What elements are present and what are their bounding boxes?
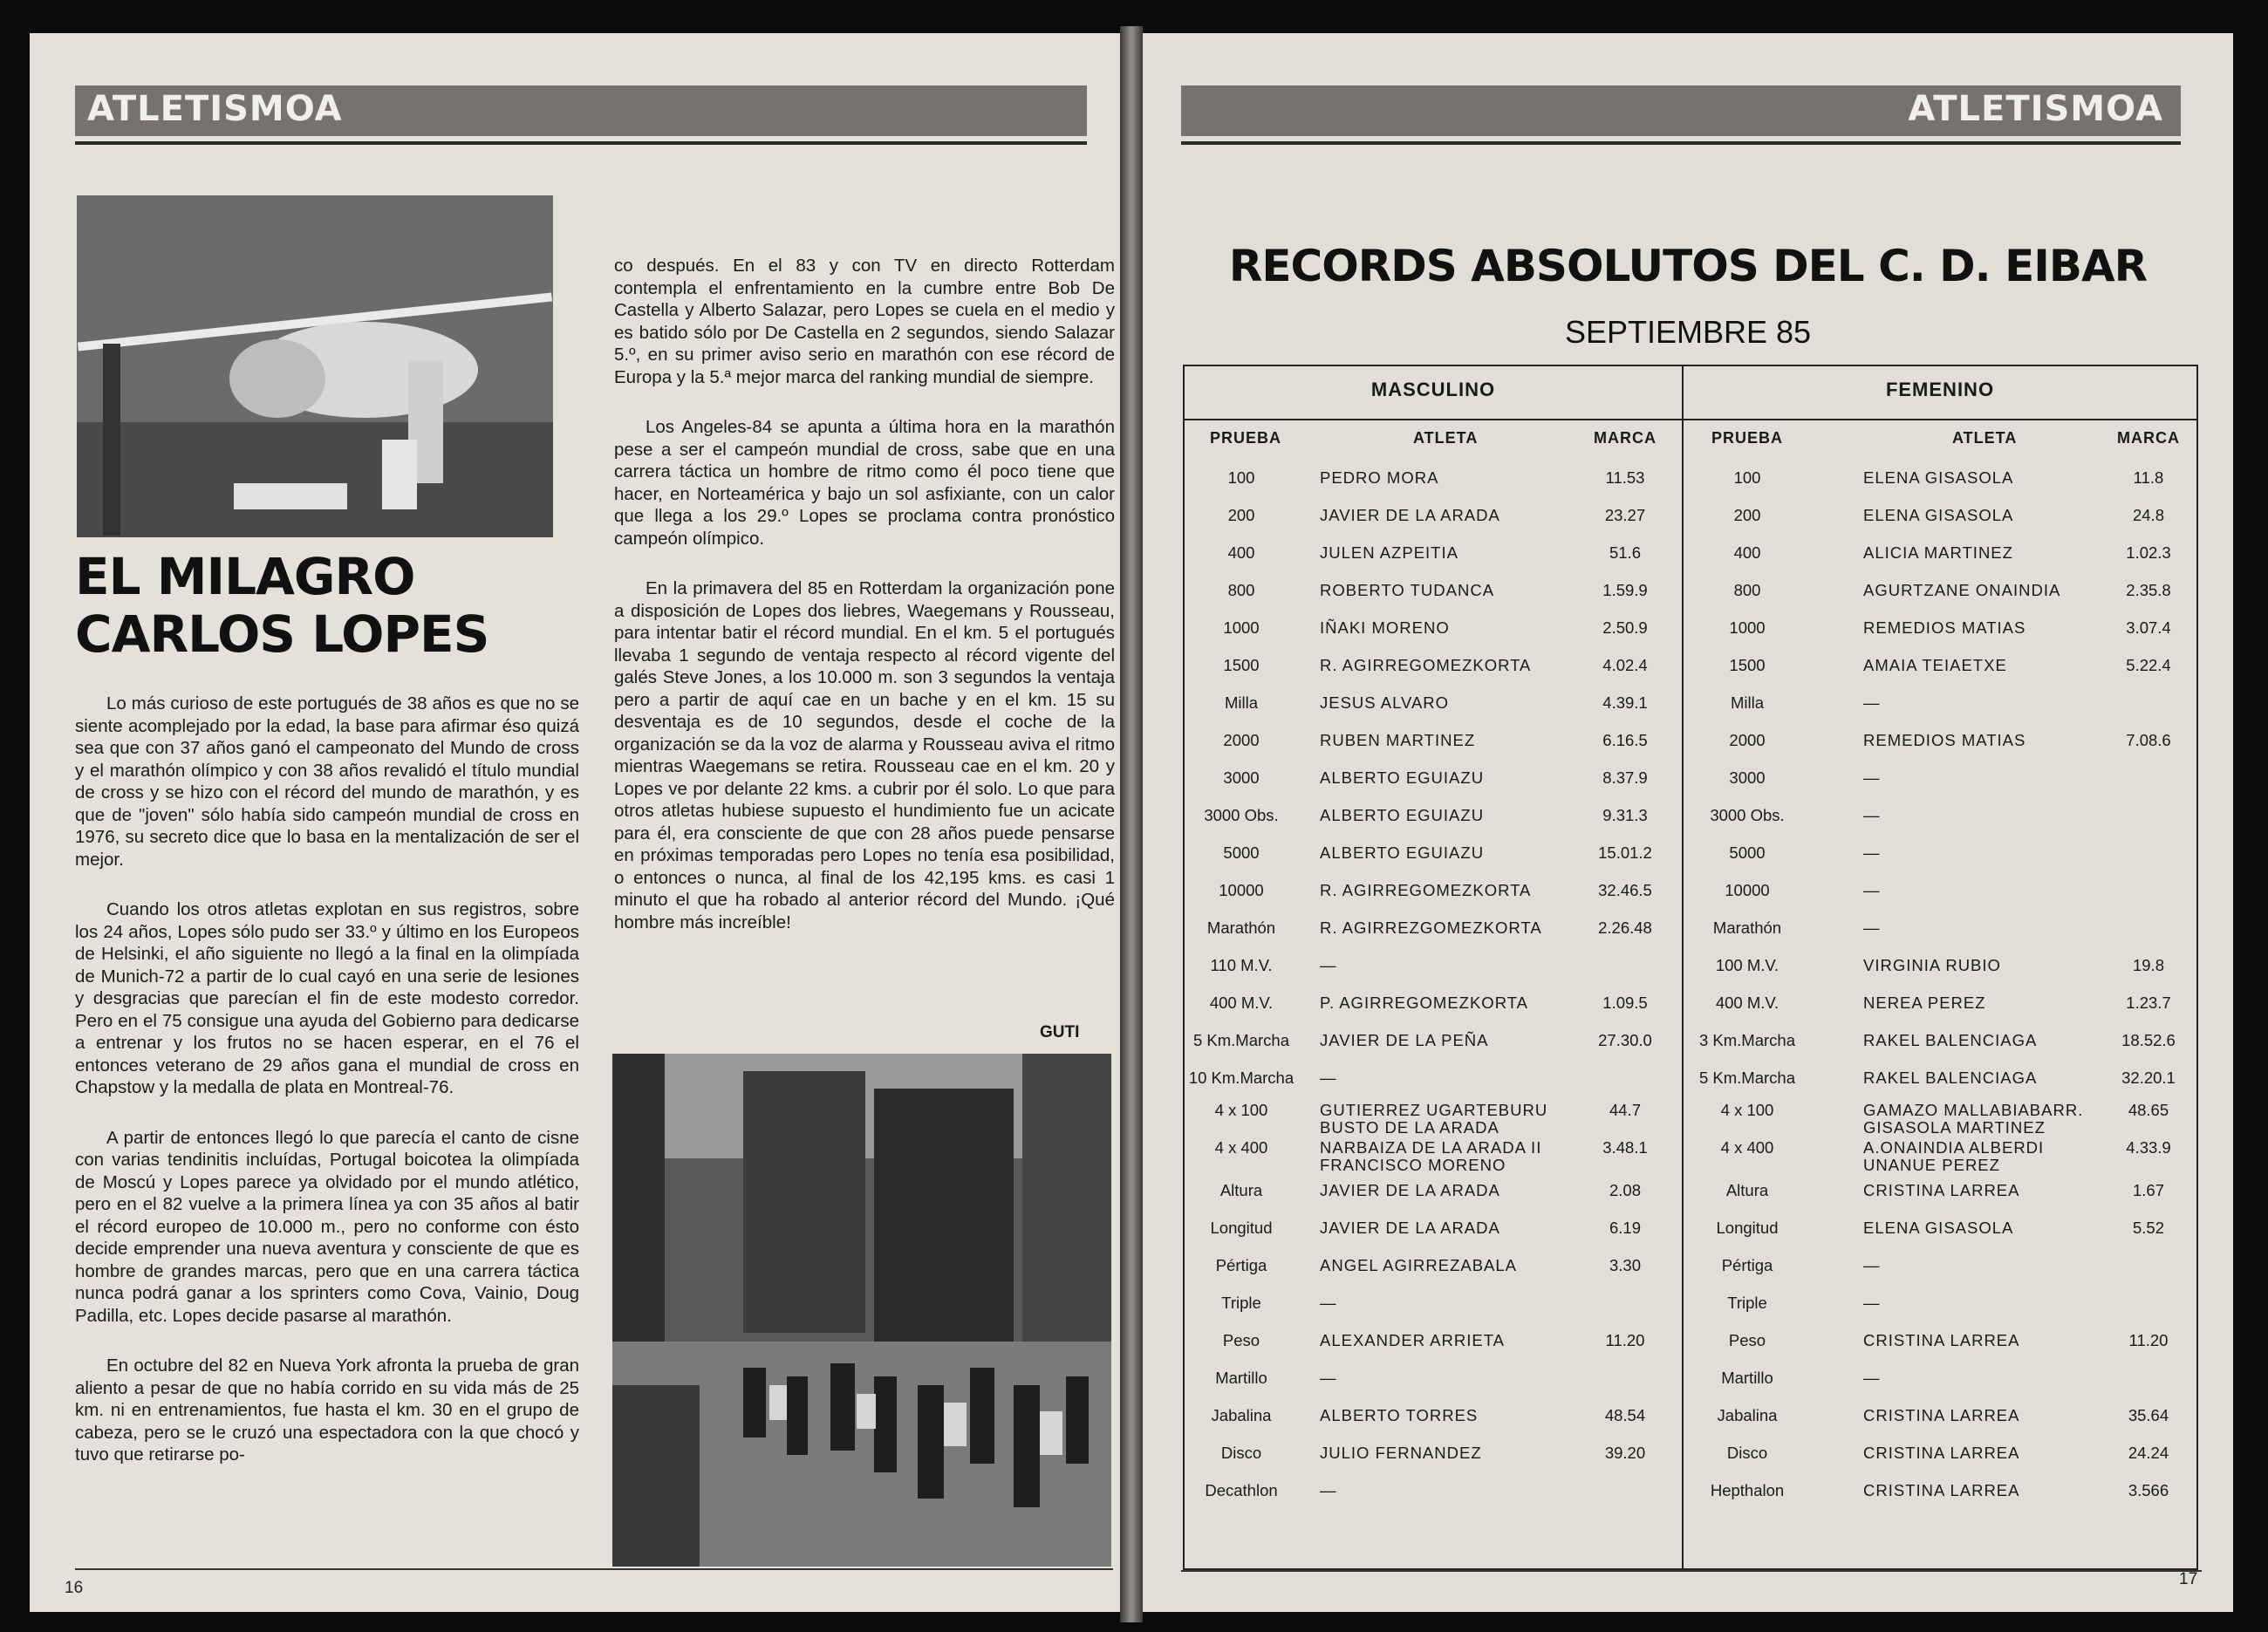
masculino-col-marca: MARCA <box>1594 429 1657 447</box>
cell-atleta: ALEXANDER ARRIETA <box>1320 1331 1505 1349</box>
cell-marca: 6.19 <box>1609 1219 1641 1237</box>
cell-prueba: 5000 <box>1223 843 1260 862</box>
cell-atleta: PEDRO MORA <box>1320 468 1439 487</box>
cell-atleta: ROBERTO TUDANCA <box>1320 581 1495 599</box>
table-row <box>1185 582 2196 617</box>
cell-atleta: CRISTINA LARREA <box>1863 1406 2020 1424</box>
table-row <box>1185 619 2196 654</box>
cell-atleta: — <box>1320 1294 1337 1312</box>
cell-atleta: REMEDIOS MATIAS <box>1863 731 2026 749</box>
cell-prueba: Peso <box>1222 1331 1260 1349</box>
cell-prueba: 10000 <box>1219 881 1264 899</box>
cell-prueba: Jabalina <box>1717 1406 1778 1424</box>
cell-atleta: RAKEL BALENCIAGA <box>1863 1069 2038 1087</box>
cell-prueba: 100 M.V. <box>1715 956 1780 974</box>
cell-prueba: 2000 <box>1223 731 1260 749</box>
cell-atleta: CRISTINA LARREA <box>1863 1444 2020 1462</box>
cell-atleta: ELENA GISASOLA <box>1863 1219 2014 1237</box>
cell-prueba: 4 x 400 <box>1720 1138 1774 1157</box>
cell-marca: 35.64 <box>2128 1406 2169 1424</box>
cell-prueba: Milla <box>1224 693 1259 712</box>
cell-atleta: JESUS ALVARO <box>1320 693 1450 712</box>
cell-atleta: AGURTZANE ONAINDIA <box>1863 581 2061 599</box>
cell-prueba: Triple <box>1221 1294 1261 1312</box>
table-row <box>1185 1407 2196 1442</box>
cell-atleta: — <box>1863 693 1881 712</box>
cell-prueba: Milla <box>1730 693 1765 712</box>
cell-prueba: 1500 <box>1223 656 1260 674</box>
article-byline: GUTI <box>1040 1023 1080 1041</box>
cell-atleta: — <box>1863 1369 1881 1387</box>
masculino-col-atleta: ATLETA <box>1413 429 1479 447</box>
page-number: 17 <box>2179 1570 2198 1588</box>
cell-prueba: 1000 <box>1223 618 1260 637</box>
cell-prueba: 3000 Obs. <box>1204 806 1279 824</box>
cell-prueba: 10000 <box>1725 881 1770 899</box>
cell-prueba: 4 x 400 <box>1214 1138 1268 1157</box>
table-row <box>1185 1444 2196 1479</box>
cell-atleta: ALBERTO TORRES <box>1320 1406 1479 1424</box>
cell-atleta: — <box>1320 1069 1337 1087</box>
cell-prueba: Decathlon <box>1205 1481 1278 1499</box>
cell-prueba: 5000 <box>1729 843 1766 862</box>
cell-prueba: 1500 <box>1729 656 1766 674</box>
table-row <box>1185 1332 2196 1367</box>
table-row <box>1185 1032 2196 1067</box>
cell-atleta: — <box>1863 918 1881 937</box>
cell-marca: 27.30.0 <box>1598 1031 1652 1049</box>
cell-atleta: CRISTINA LARREA <box>1863 1181 2020 1199</box>
cell-prueba: Marathón <box>1206 918 1276 937</box>
table-row <box>1185 882 2196 917</box>
cell-prueba: 400 M.V. <box>1715 994 1780 1012</box>
article-headline <box>75 548 581 663</box>
cell-atleta: JULIO FERNANDEZ <box>1320 1444 1482 1462</box>
table-row <box>1185 957 2196 992</box>
cell-prueba: 200 <box>1733 506 1761 524</box>
table-row <box>1185 1102 2196 1137</box>
cell-prueba: 3000 <box>1223 768 1260 787</box>
cell-prueba: 10 Km.Marcha <box>1188 1069 1295 1087</box>
table-row <box>1185 507 2196 542</box>
cell-prueba: 800 <box>1227 581 1255 599</box>
banner-title: ATLETISMOA <box>87 89 343 129</box>
cell-atleta: JAVIER DE LA ARADA <box>1320 506 1500 524</box>
article-column-left <box>75 693 579 1494</box>
cell-atleta: NARBAIZA DE LA ARADA II FRANCISCO MORENO <box>1320 1138 1542 1174</box>
cell-marca: 4.39.1 <box>1602 693 1648 712</box>
cell-atleta: — <box>1320 1369 1337 1387</box>
table-row <box>1185 919 2196 954</box>
cell-prueba: 200 <box>1227 506 1255 524</box>
cell-marca: 9.31.3 <box>1602 806 1648 824</box>
cell-atleta: ALBERTO EGUIAZU <box>1320 768 1485 787</box>
cell-marca: 11.8 <box>2133 468 2164 487</box>
cell-marca: 5.52 <box>2132 1219 2164 1237</box>
table-row <box>1185 1482 2196 1517</box>
cell-marca: 19.8 <box>2132 956 2164 974</box>
paragraph: A partir de entonces llegó lo que parecía el canto de cisne con varias tendinitis incluídas, Portugal boicotea la olimpíada de Moscú y Lopes parece ya olvidado por el mundo atlético, pero en el 82 vuelve a la primera línea ya con 35 años al batir el récord europeo de 10.000 m., pero no conforme con ésto decide emprender una nueva aventura y consciente de que es hombre de grandes marcas, pero que en una carrera táctica nunca podrá ganar a los sprinters como Cova, Vainio, Doug Padilla, etc. Lopes decide pasarse al marathón. <box>75 1127 579 1326</box>
cell-prueba: 4 x 100 <box>1214 1101 1268 1119</box>
cell-marca: 1.67 <box>2132 1181 2164 1199</box>
cell-marca: 1.23.7 <box>2126 994 2171 1012</box>
footer-rule <box>1181 1570 2202 1572</box>
cell-prueba: Altura <box>1725 1181 1769 1199</box>
cell-prueba: 3000 Obs. <box>1710 806 1785 824</box>
high-jump-photo <box>77 195 553 537</box>
cell-prueba: 400 <box>1227 543 1255 562</box>
cell-prueba: 100 <box>1227 468 1255 487</box>
table-row <box>1185 807 2196 842</box>
table-row <box>1185 469 2196 504</box>
banner-rule <box>1181 141 2181 145</box>
cell-atleta: ELENA GISASOLA <box>1863 506 2014 524</box>
cell-marca: 15.01.2 <box>1598 843 1652 862</box>
cell-marca: 4.02.4 <box>1602 656 1648 674</box>
cell-marca: 3.07.4 <box>2126 618 2171 637</box>
cell-marca: 2.35.8 <box>2126 581 2171 599</box>
cell-atleta: ELENA GISASOLA <box>1863 468 2014 487</box>
cell-atleta: R. AGIRREGOMEZKORTA <box>1320 656 1532 674</box>
cell-atleta: GAMAZO MALLABIABARR. GISASOLA MARTINEZ <box>1863 1101 2084 1137</box>
cell-marca: 51.6 <box>1609 543 1641 562</box>
cell-marca: 1.02.3 <box>2126 543 2171 562</box>
cell-marca: 3.566 <box>2128 1481 2169 1499</box>
banner-rule <box>75 141 1087 145</box>
cell-prueba: 3 Km.Marcha <box>1698 1031 1795 1049</box>
cell-atleta: VIRGINIA RUBIO <box>1863 956 2001 974</box>
cell-atleta: R. AGIRREGOMEZKORTA <box>1320 881 1532 899</box>
table-row <box>1185 544 2196 579</box>
cell-marca: 2.08 <box>1609 1181 1641 1199</box>
cell-prueba: Pértiga <box>1215 1256 1267 1274</box>
cell-prueba: Hepthalon <box>1710 1481 1785 1499</box>
section-banner <box>1181 85 2181 136</box>
table-row <box>1185 994 2196 1029</box>
paragraph: co después. En el 83 y con TV en directo Rotterdam contempla el enfrentamiento en la cumbre entre Bob De Castella y Alberto Salazar, pero Lopes se cuela en el medio y es batido sólo por De Castella en 2 segundos, siendo Salazar 5.º, en su primer aviso serio en marathón con ese récord de Europa y la 5.ª mejor marca del ranking mundial de siempre. <box>614 256 1115 387</box>
footer-rule <box>75 1568 1113 1570</box>
cell-atleta: JAVIER DE LA ARADA <box>1320 1181 1500 1199</box>
table-header-rule <box>1185 419 2196 420</box>
cell-atleta: AMAIA TEIAETXE <box>1863 656 2007 674</box>
right-page <box>1143 33 2233 1612</box>
paragraph: Cuando los otros atletas explotan en sus registros, sobre los 24 años, Lopes sólo pudo ser 33.º y último en los Europeos de Helsinki, el año siguiente no llegó a la final en la olimpíada de Munich-72 a partir de lo cual cayó en una serie de lesiones y desgracias que parecían el fin de este modesto corredor. Pero en el 75 consigue una ayuda del Gobierno para dedicarse a entrenar y los frutos no se hacen esperar, en el 76 el entonces veterano de 29 años gana el mundial de cross en Chapstow y la medalla de plata en Montreal-76. <box>75 899 579 1097</box>
masculino-col-prueba: PRUEBA <box>1209 429 1281 447</box>
paragraph: En octubre del 82 en Nueva York afronta la prueba de gran aliento a pesar de que no había corrido en su vida más de 25 km. ni en entrenamientos, fue hasta el km. 30 en el grupo de cabeza, pero se le cruzó una espectadora con la que chocó y tuvo que retirarse po- <box>75 1355 579 1465</box>
cell-atleta: ALBERTO EGUIAZU <box>1320 806 1485 824</box>
cell-atleta: JULEN AZPEITIA <box>1320 543 1458 562</box>
cell-atleta: CRISTINA LARREA <box>1863 1331 2020 1349</box>
records-subtitle: SEPTIEMBRE 85 <box>1564 314 1812 350</box>
cell-atleta: IÑAKI MORENO <box>1320 618 1450 637</box>
cell-marca: 7.08.6 <box>2126 731 2171 749</box>
cell-atleta: ANGEL AGIRREZABALA <box>1320 1256 1518 1274</box>
cell-atleta: RAKEL BALENCIAGA <box>1863 1031 2038 1049</box>
table-row <box>1185 657 2196 692</box>
cell-marca: 48.65 <box>2128 1101 2169 1119</box>
cell-prueba: 400 <box>1733 543 1761 562</box>
cell-prueba: Marathón <box>1712 918 1782 937</box>
magazine-spine <box>1120 26 1143 1622</box>
cell-prueba: 100 <box>1733 468 1761 487</box>
cell-marca: 23.27 <box>1604 506 1646 524</box>
records-table <box>1183 365 2198 1570</box>
table-row <box>1185 732 2196 767</box>
cell-atleta: — <box>1863 806 1881 824</box>
left-page <box>30 33 1120 1612</box>
cell-marca: 2.50.9 <box>1602 618 1648 637</box>
cell-marca: 32.46.5 <box>1598 881 1652 899</box>
cell-prueba: Peso <box>1728 1331 1766 1349</box>
table-row <box>1185 1257 2196 1292</box>
article-column-right <box>614 255 1115 961</box>
cell-prueba: 5 Km.Marcha <box>1698 1069 1795 1087</box>
cell-atleta: JAVIER DE LA ARADA <box>1320 1219 1500 1237</box>
table-row <box>1185 1182 2196 1217</box>
table-row <box>1185 844 2196 879</box>
cell-marca: 3.48.1 <box>1602 1138 1648 1157</box>
cell-marca: 18.52.6 <box>2121 1031 2176 1049</box>
table-row <box>1185 1369 2196 1404</box>
cell-prueba: Disco <box>1726 1444 1768 1462</box>
cell-atleta: — <box>1863 843 1881 862</box>
femenino-col-marca: MARCA <box>2117 429 2180 447</box>
cell-marca: 1.09.5 <box>1602 994 1648 1012</box>
cell-marca: 2.26.48 <box>1598 918 1652 937</box>
table-row <box>1185 694 2196 729</box>
paragraph: En la primavera del 85 en Rotterdam la organización pone a disposición de Lopes dos liebres, Waegemans y Rousseau, para intentar batir el récord mundial. En el km. 5 el portugués llevaba 1 segundo de ventaja respecto al récord vigente del galés Steve Jones, a los 10.000 m. son 3 segundos la ventaja pero a partir de aquí cae en un bache y en el km. 15 su desventaja es de 10 segundos, desde el coche de la organización se da la voz de alarma y Rousseau aviva el ritmo mientras Waegemans se retira. Rousseau cae en el km. 20 y Lopes ve por delante 22 kms. a cubrir por él solo. Lo que para otros atletas hubiese supuesto el hundimiento fue un acicate para él, era consciente de que con 28 años puede pensarse en próximas temporadas pero Lopes no tenía esa posibilidad, o entonces o nunca, al final de los 42,195 kms. es casi 1 minuto el que ha robado al anterior récord del Mundo. ¡Qué hombre más increíble! <box>614 578 1115 932</box>
cell-atleta: REMEDIOS MATIAS <box>1863 618 2026 637</box>
cell-prueba: 4 x 100 <box>1720 1101 1774 1119</box>
cell-marca: 5.22.4 <box>2126 656 2171 674</box>
femenino-heading: FEMENINO <box>1885 379 1995 400</box>
paragraph: Los Angeles-84 se apunta a última hora en la marathón pese a ser el campeón mundial de cross, sabe que en una carrera táctica un hombre de ritmo como él poco tiene que hacer, en Norteamérica y bajo un sol asfixiante, con un calor que llega a los 29.º Lopes se proclama contra pronóstico campeón olímpico. <box>614 417 1115 549</box>
cell-prueba: Longitud <box>1210 1219 1273 1237</box>
cell-atleta: JAVIER DE LA PEÑA <box>1320 1031 1489 1049</box>
cell-prueba: Martillo <box>1215 1369 1267 1387</box>
cell-atleta: ALBERTO EGUIAZU <box>1320 843 1485 862</box>
cell-marca: 11.53 <box>1605 468 1645 487</box>
cell-marca: 24.8 <box>2132 506 2164 524</box>
table-row <box>1185 1069 2196 1104</box>
cell-atleta: RUBEN MARTINEZ <box>1320 731 1476 749</box>
table-row <box>1185 1139 2196 1174</box>
section-banner <box>75 85 1087 136</box>
table-row <box>1185 1219 2196 1254</box>
cell-atleta: A.ONAINDIA ALBERDI UNANUE PEREZ <box>1863 1138 2045 1174</box>
cell-prueba: Jabalina <box>1211 1406 1272 1424</box>
page-number: 16 <box>65 1579 84 1597</box>
cell-atleta: R. AGIRREZGOMEZKORTA <box>1320 918 1542 937</box>
cell-marca: 24.24 <box>2128 1444 2169 1462</box>
cell-prueba: 800 <box>1733 581 1761 599</box>
headline-line-1: EL MILAGRO <box>75 547 415 606</box>
cell-atleta: CRISTINA LARREA <box>1863 1481 2020 1499</box>
street-race-photo <box>612 1054 1111 1567</box>
cell-prueba: 400 M.V. <box>1209 994 1274 1012</box>
femenino-col-atleta: ATLETA <box>1952 429 2018 447</box>
cell-atleta: — <box>1863 1256 1881 1274</box>
cell-atleta: — <box>1863 768 1881 787</box>
paragraph: Lo más curioso de este portugués de 38 años es que no se siente acomplejado por la edad, la base para afirmar éso quizá sea que con 37 años ganó el campeonato del Mundo de cross y el marathón olímpico y con 38 años revalidó el título mundial de cross y se hizo con el récord del mundo de marathón, y es que de "joven" sólo había sido campeón mundial de cross en 1976, su secreto dice que lo basa en la mentalización de ser el mejor. <box>75 693 579 870</box>
cell-prueba: 5 Km.Marcha <box>1192 1031 1289 1049</box>
cell-prueba: 2000 <box>1729 731 1766 749</box>
cell-marca: 39.20 <box>1604 1444 1646 1462</box>
cell-prueba: 1000 <box>1729 618 1766 637</box>
records-title: RECORDS ABSOLUTOS DEL C. D. EIBAR <box>1228 241 2148 291</box>
table-row <box>1185 1294 2196 1329</box>
cell-prueba: 110 M.V. <box>1210 956 1273 974</box>
cell-atleta: P. AGIRREGOMEZKORTA <box>1320 994 1528 1012</box>
cell-marca: 8.37.9 <box>1602 768 1648 787</box>
cell-marca: 4.33.9 <box>2126 1138 2171 1157</box>
cell-marca: 44.7 <box>1609 1101 1641 1119</box>
cell-marca: 3.30 <box>1609 1256 1641 1274</box>
cell-marca: 1.59.9 <box>1602 581 1648 599</box>
cell-atleta: — <box>1863 881 1881 899</box>
cell-atleta: — <box>1320 1481 1337 1499</box>
cell-marca: 6.16.5 <box>1602 731 1648 749</box>
cell-atleta: NEREA PEREZ <box>1863 994 1986 1012</box>
cell-atleta: — <box>1320 956 1337 974</box>
cell-prueba: 3000 <box>1729 768 1766 787</box>
cell-marca: 11.20 <box>2128 1331 2169 1349</box>
cell-atleta: ALICIA MARTINEZ <box>1863 543 2013 562</box>
cell-atleta: — <box>1863 1294 1881 1312</box>
cell-atleta: GUTIERREZ UGARTEBURU BUSTO DE LA ARADA <box>1320 1101 1548 1137</box>
masculino-heading: MASCULINO <box>1370 379 1496 400</box>
cell-prueba: Pértiga <box>1721 1256 1773 1274</box>
table-row <box>1185 769 2196 804</box>
banner-title: ATLETISMOA <box>1908 89 2163 129</box>
cell-prueba: Longitud <box>1716 1219 1779 1237</box>
cell-prueba: Triple <box>1727 1294 1767 1312</box>
cell-marca: 48.54 <box>1604 1406 1646 1424</box>
cell-prueba: Altura <box>1219 1181 1263 1199</box>
cell-marca: 11.20 <box>1605 1331 1645 1349</box>
cell-prueba: Disco <box>1220 1444 1262 1462</box>
cell-prueba: Martillo <box>1721 1369 1773 1387</box>
headline-line-2: CARLOS LOPES <box>75 604 489 664</box>
femenino-col-prueba: PRUEBA <box>1711 429 1783 447</box>
cell-marca: 32.20.1 <box>2121 1069 2176 1087</box>
